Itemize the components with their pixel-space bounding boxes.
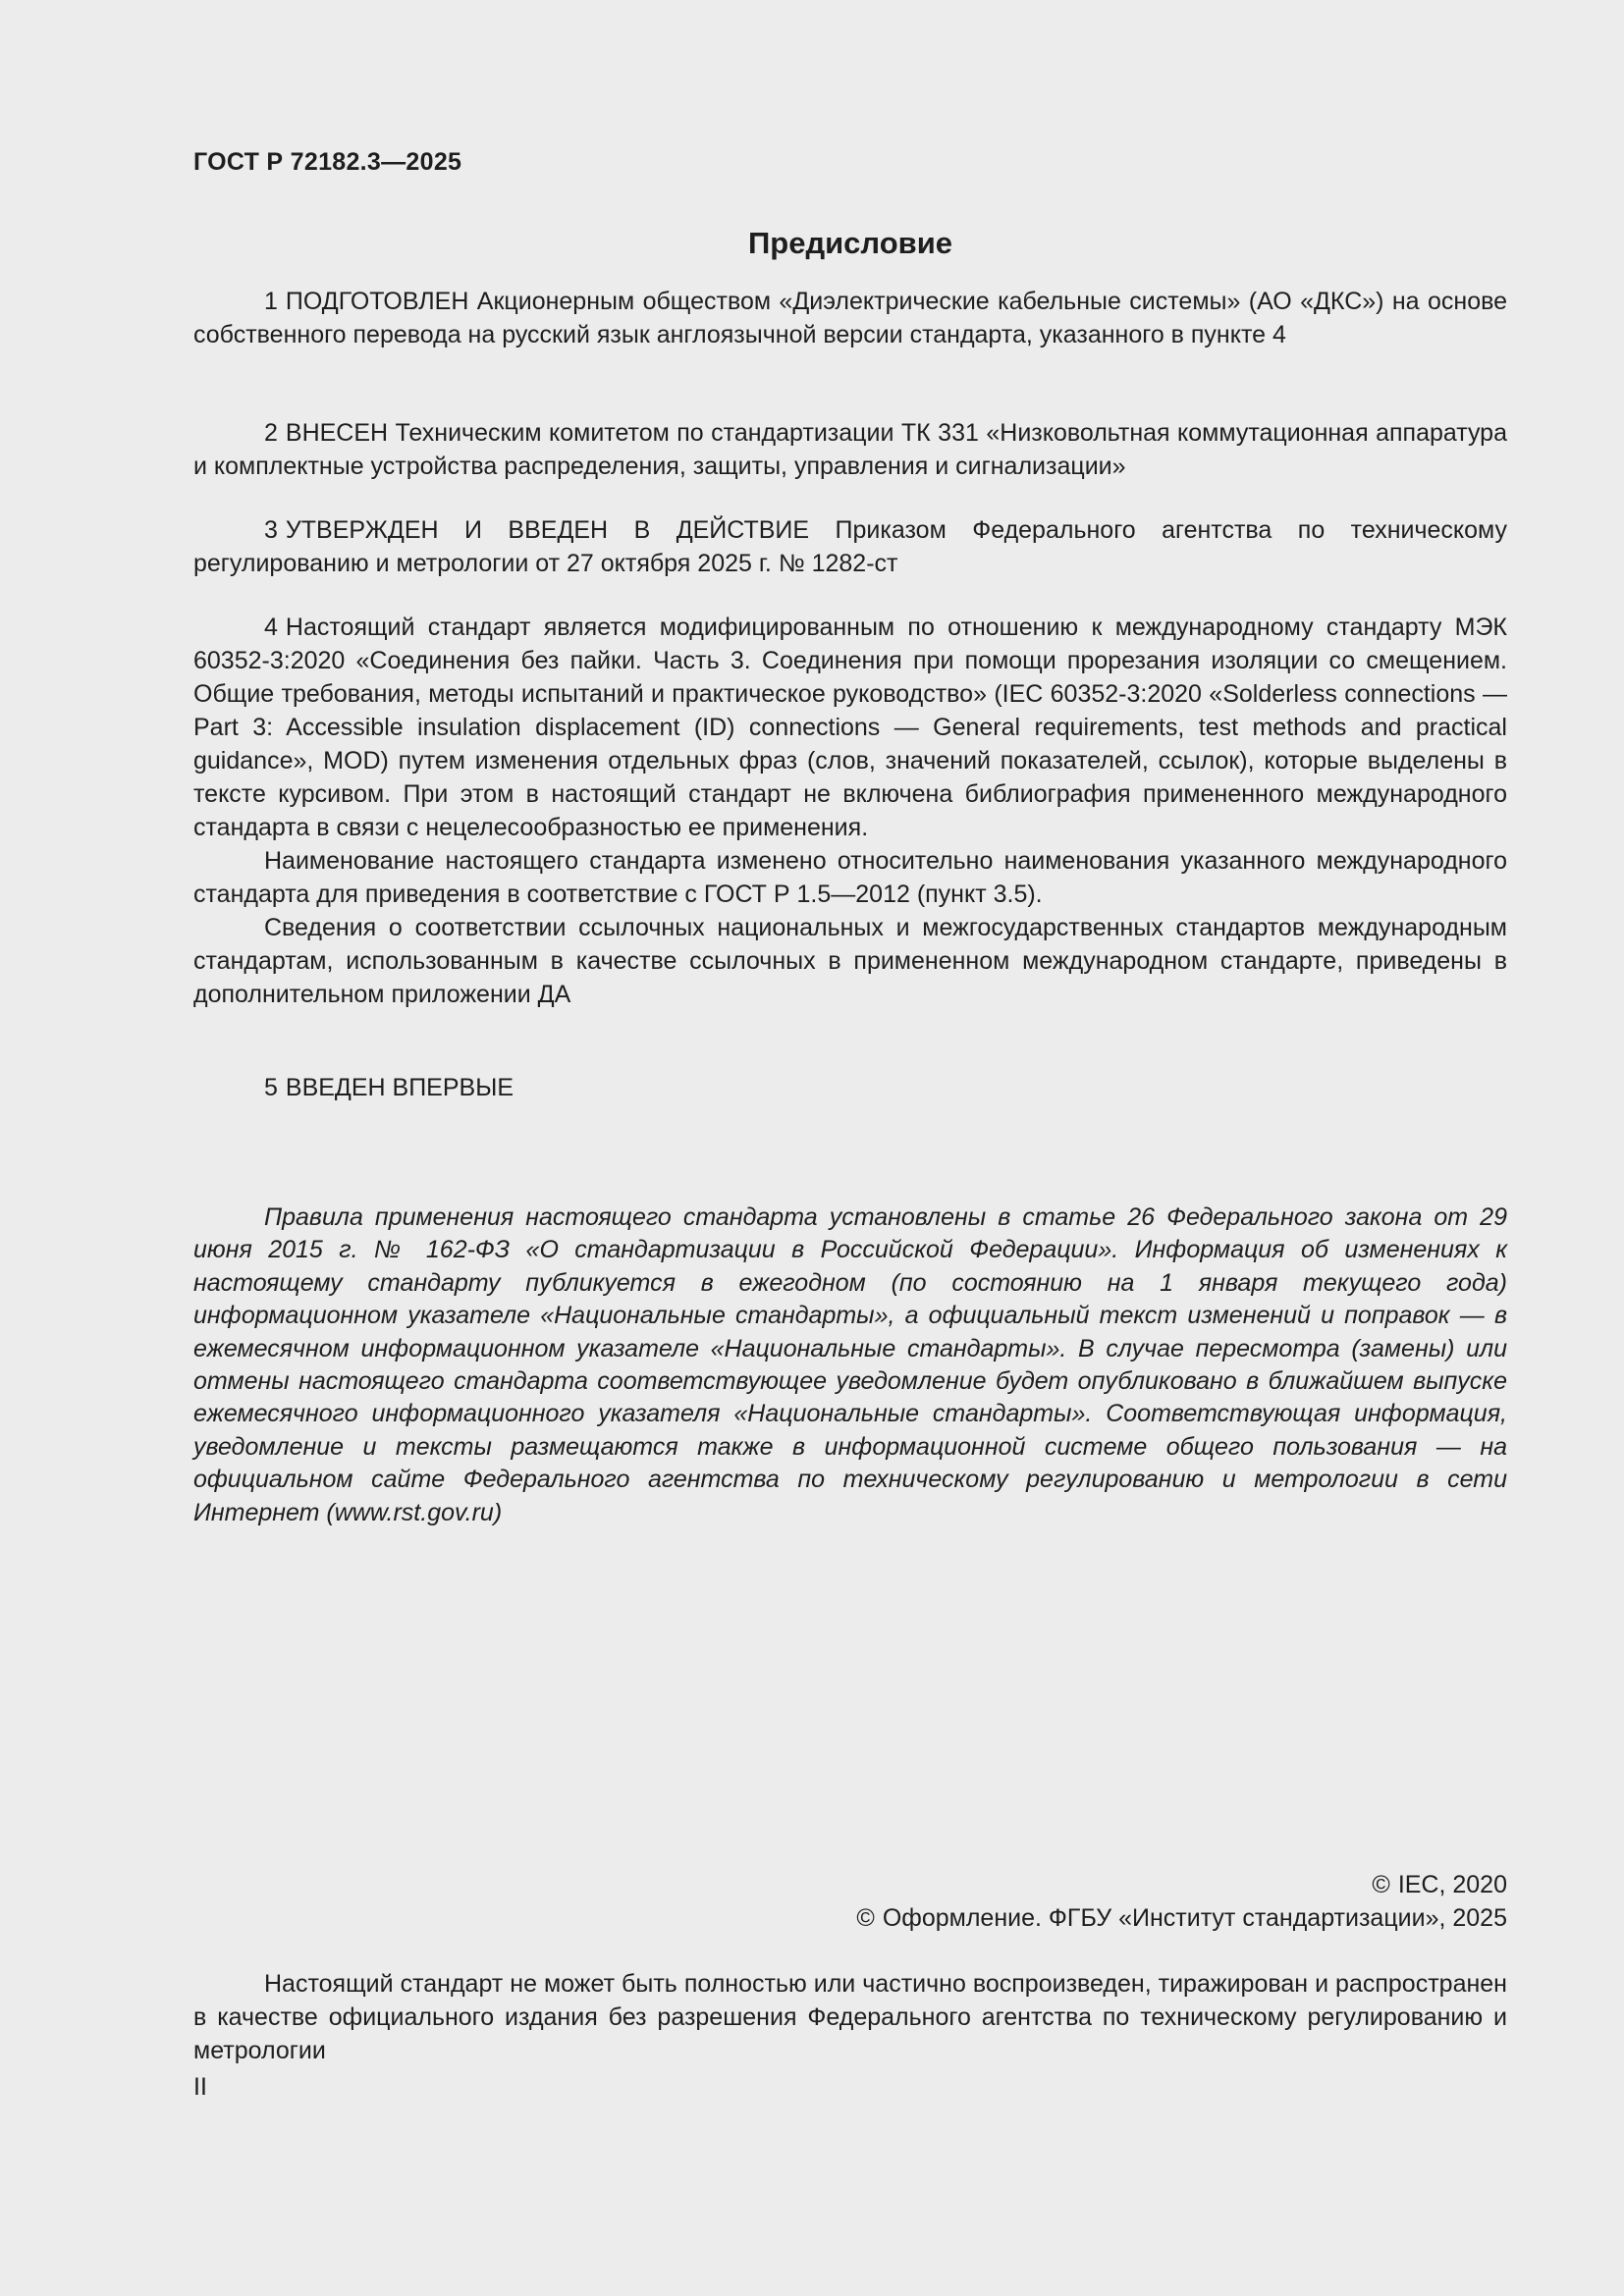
foreword-paragraph bbox=[193, 611, 1507, 844]
foreword-item-3 bbox=[193, 513, 1507, 580]
paragraph-text: Настоящий стандарт является модифицированным по отношению к международному стандарту МЭК 60352-3:2020 «Соединения без пайки. Часть 3. Соединения при помощи прорезания изоляции со смещением. Общие требования, методы испытаний и практическое руководство» (IEC 60352-3:2020 «Solderless connections — Part 3: Accessible insulation displacement (ID) connections — General requirements, test methods and practical guidance», MOD) путем изменения отдельных фраз (слов, значений показателей, ссылок), которые выделены в тексте курсивом. При этом в настоящий стандарт не включена библиография примененного международного стандарта в связи с нецелесообразностью ее применения. bbox=[193, 614, 1507, 841]
item-number: 3 bbox=[264, 516, 278, 544]
item-number: 5 bbox=[264, 1074, 278, 1101]
foreword-paragraph bbox=[193, 513, 1507, 580]
paragraph-text: УТВЕРЖДЕН И ВВЕДЕН В ДЕЙСТВИЕ Приказом Федерального агентства по техническому регулированию и метрологии от 27 октября 2025 г. № 1282-ст bbox=[193, 516, 1507, 577]
reproduction-rights bbox=[193, 1967, 1507, 2067]
item-number: 4 bbox=[264, 614, 278, 641]
foreword-paragraph: Наименование настоящего стандарта изменено относительно наименования указанного международного стандарта для приведения в соответствие с ГОСТ Р 1.5—2012 (пункт 3.5). bbox=[193, 847, 1507, 908]
copyright-text: Оформление. ФГБУ «Институт стандартизации», 2025 bbox=[882, 1904, 1507, 1932]
foreword-paragraph: Сведения о соответствии ссылочных национальных и межгосударственных стандартов международным стандартам, использованным в качестве ссылочных в примененном международном стандарте, приведены в дополнительном приложении ДА bbox=[193, 914, 1507, 1008]
notice-text: Правила применения настоящего стандарта установлены в статье 26 Федерального закона от 29 июня 2015 г. № 162-ФЗ «О стандартизации в Российской Федерации». Информация об изменениях к настоящему стандарту публикуется в ежегодном (по состоянию на 1 января текущего года) информационном указателе «Национальные стандарты», а официальный текст изменений и поправок — в ежемесячном информационном указателе «Национальные стандарты». В случае пересмотра (замены) или отмены настоящего стандарта соответствующее уведомление будет опубликовано в ближайшем выпуске ежемесячного информационного указателя «Национальные стандарты». Соответствующая информация, уведомление и тексты размещаются также в информационной системе общего пользования — на официальном сайте Федерального агентства по техническому регулированию и метрологии в сети Интернет (www.rst.gov.ru) bbox=[193, 1203, 1507, 1526]
application-rules-notice bbox=[193, 1201, 1507, 1529]
copyright-symbol: © bbox=[856, 1904, 875, 1932]
copyright-text: IEC, 2020 bbox=[1397, 1871, 1507, 1898]
copyright-line-iec bbox=[856, 1868, 1507, 1901]
copyright-block bbox=[856, 1868, 1507, 1935]
foreword-item-4 bbox=[193, 611, 1507, 1011]
item-number: 2 bbox=[264, 419, 278, 447]
document-code: ГОСТ Р 72182.3—2025 bbox=[193, 148, 462, 176]
item-number: 1 bbox=[264, 288, 278, 315]
foreword-paragraph bbox=[193, 285, 1507, 351]
copyright-symbol: © bbox=[1372, 1871, 1390, 1898]
paragraph-text: ВНЕСЕН Техническим комитетом по стандартизации ТК 331 «Низковольтная коммутационная аппаратура и комплектные устройства распределения, защиты, управления и сигнализации» bbox=[193, 419, 1507, 480]
page-title: Предисловие bbox=[747, 226, 952, 260]
document-page bbox=[193, 0, 1507, 2296]
rights-text: Настоящий стандарт не может быть полностью или частично воспроизведен, тиражирован и распространен в качестве официального издания без разрешения Федерального агентства по техническому регулированию и метрологии bbox=[193, 1970, 1507, 2064]
paragraph-text: ВВЕДЕН ВПЕРВЫЕ bbox=[285, 1074, 514, 1101]
foreword-item-1 bbox=[193, 285, 1507, 351]
foreword-item-5 bbox=[193, 1071, 1507, 1104]
paragraph-text: ПОДГОТОВЛЕН Акционерным обществом «Диэлектрические кабельные системы» (АО «ДКС») на основе собственного перевода на русский язык англоязычной версии стандарта, указанного в пункте 4 bbox=[193, 288, 1507, 348]
foreword-paragraph bbox=[193, 416, 1507, 483]
foreword-paragraph bbox=[193, 1071, 1507, 1104]
copyright-line-design bbox=[856, 1901, 1507, 1935]
foreword-item-2 bbox=[193, 416, 1507, 483]
page-number: II bbox=[193, 2073, 207, 2101]
